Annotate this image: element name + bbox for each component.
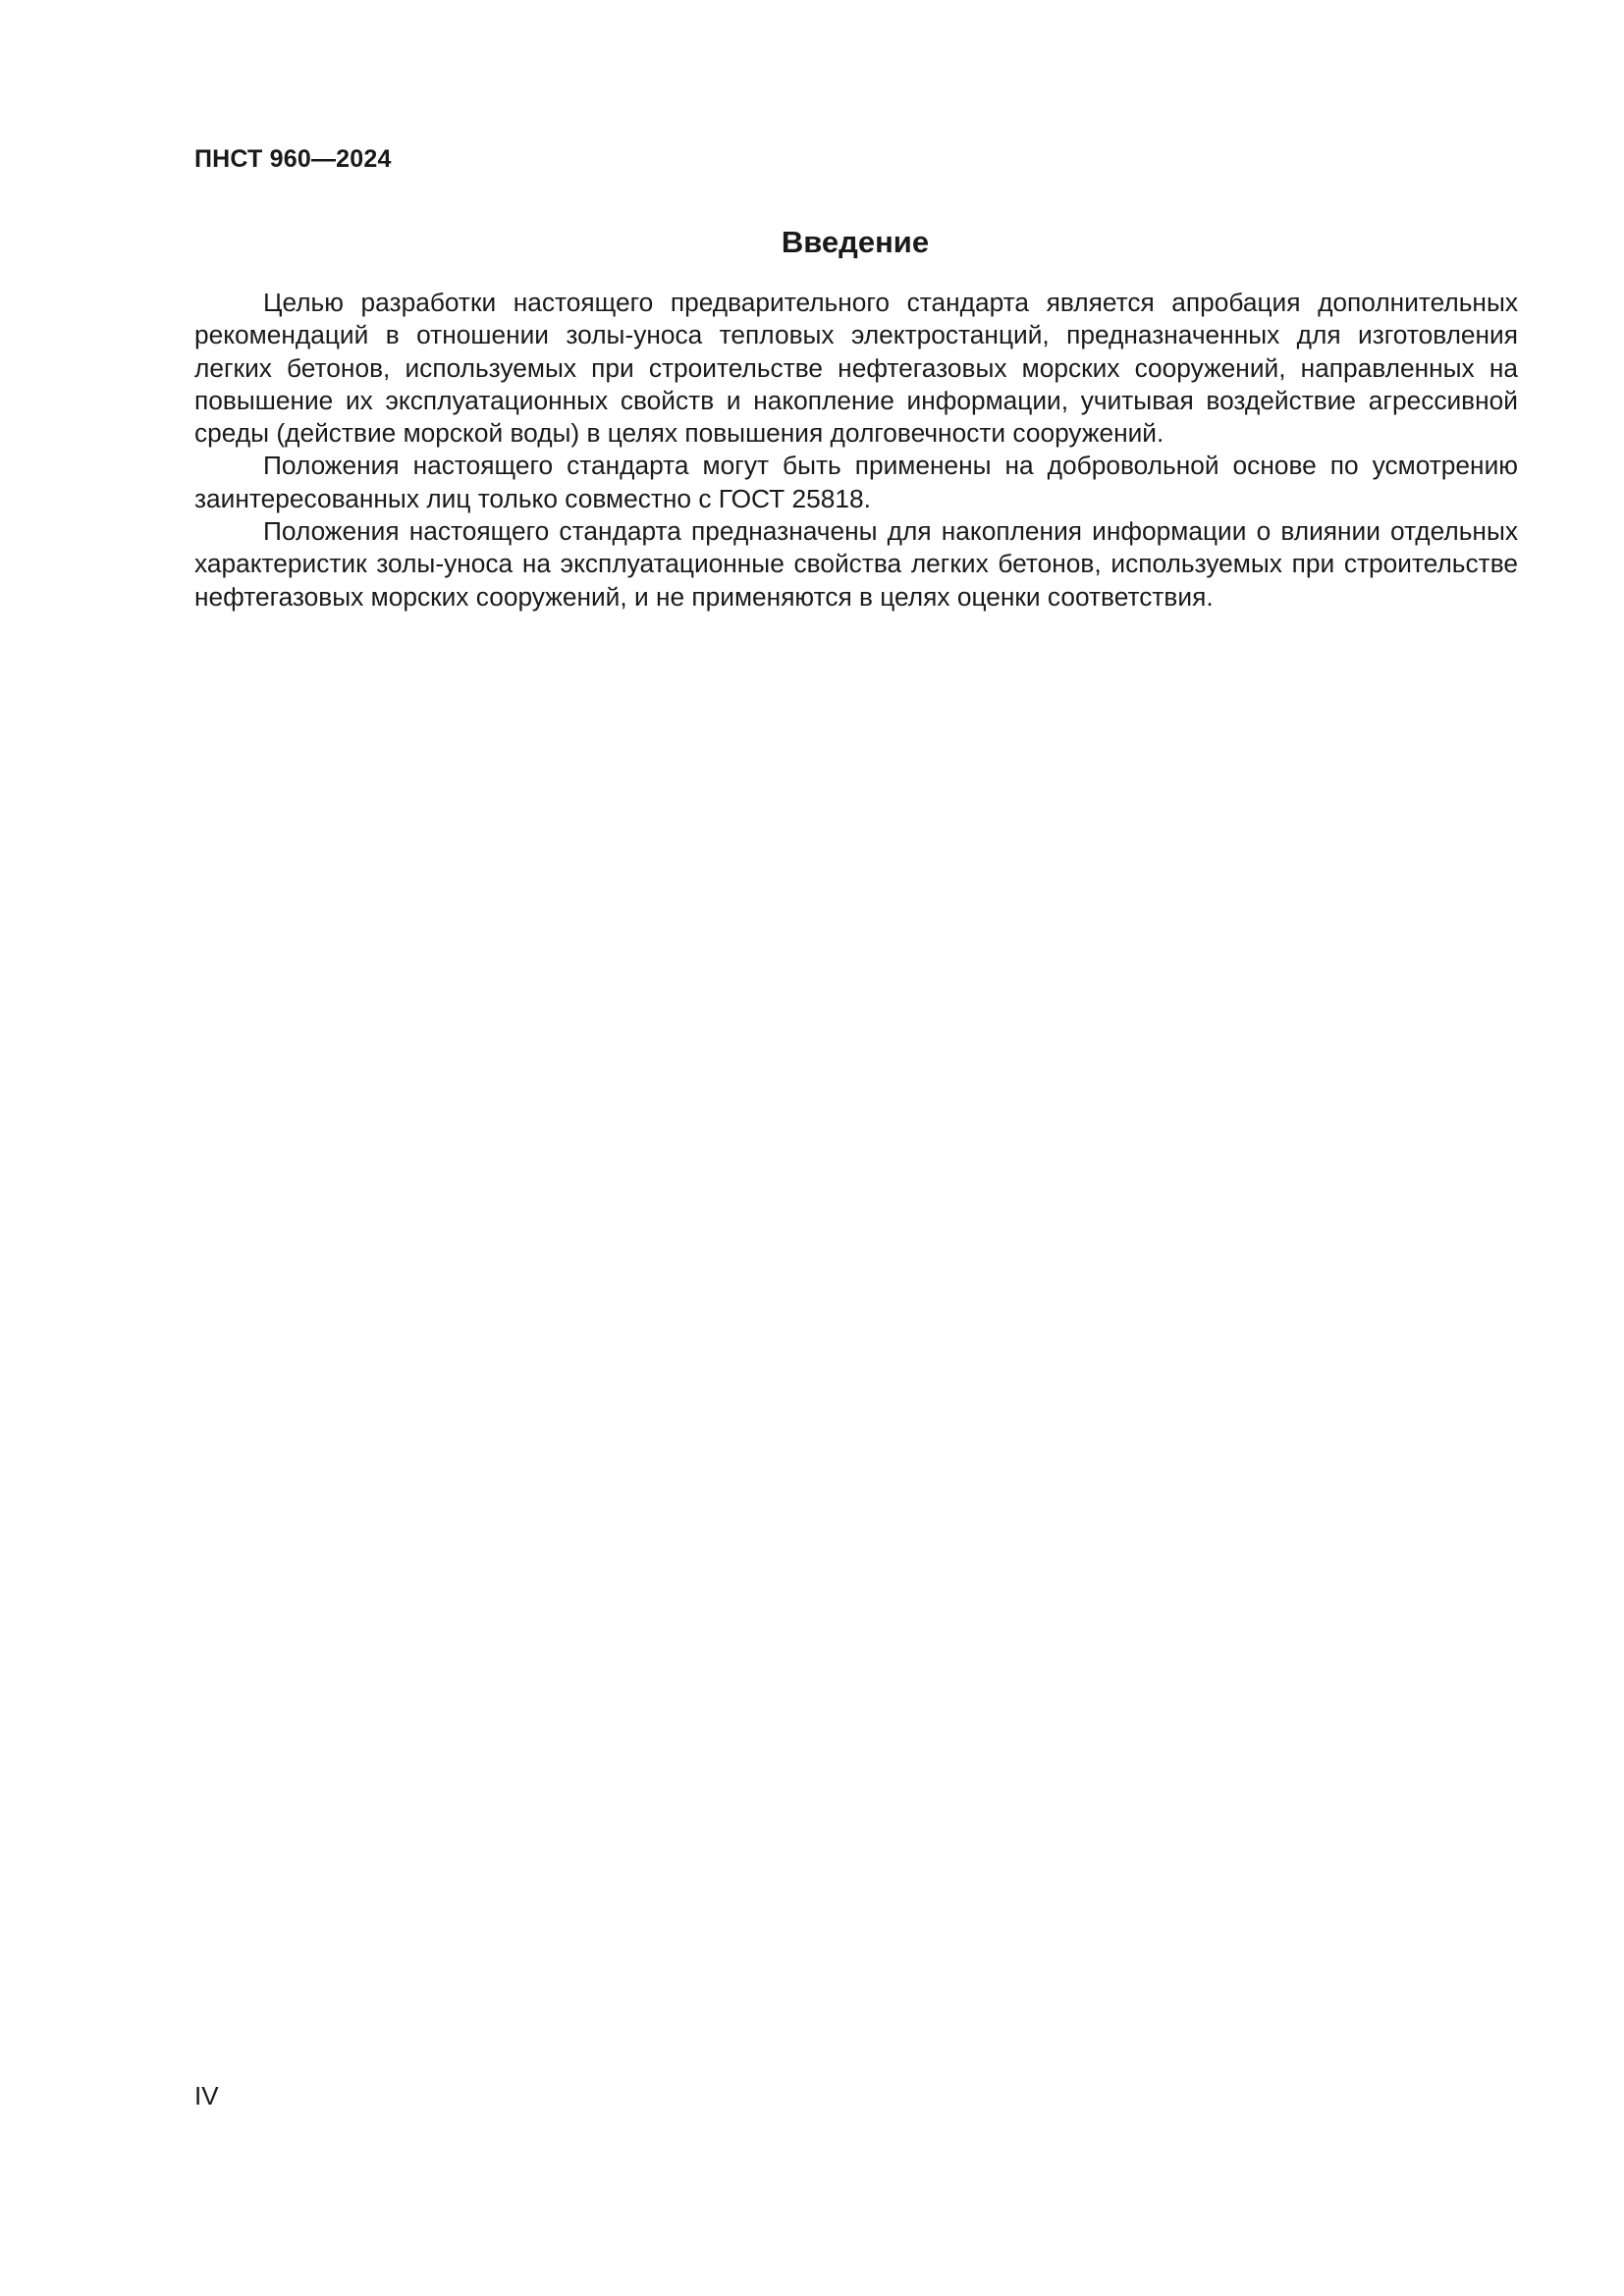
section-title: Введение <box>781 225 930 259</box>
paragraph-voluntary-application: Положения настоящего стандарта могут быть применены на добровольной основе по усмотрению заинтересованных лиц только совместно с ГОСТ 25818. <box>194 451 1518 513</box>
paragraph-information-gathering: Положения настоящего стандарта предназначены для накопления информации о влиянии отдельных характеристик золы-уноса на эксплуатационные свойства легких бетонов, используемых при строительстве нефтегазовых морских сооружений, и не применяются в целях оценки соответствия. <box>194 516 1518 612</box>
paragraph-purpose: Целью разработки настоящего предварительного стандарта является апробация дополнительных рекомендаций в отношении золы-уноса тепловых электростанций, предназначенных для изготовления легких бетонов, используемых при строительстве нефтегазовых морских сооружений, направленных на повышение их эксплуатационных свойств и накопление информации, учитывая воздействие агрессивной среды (действие морской воды) в целях повышения долговечности сооружений. <box>194 288 1518 449</box>
document-code-header: ПНСТ 960—2024 <box>194 145 392 173</box>
introduction-body <box>194 287 1518 614</box>
page-number: IV <box>194 2081 219 2110</box>
